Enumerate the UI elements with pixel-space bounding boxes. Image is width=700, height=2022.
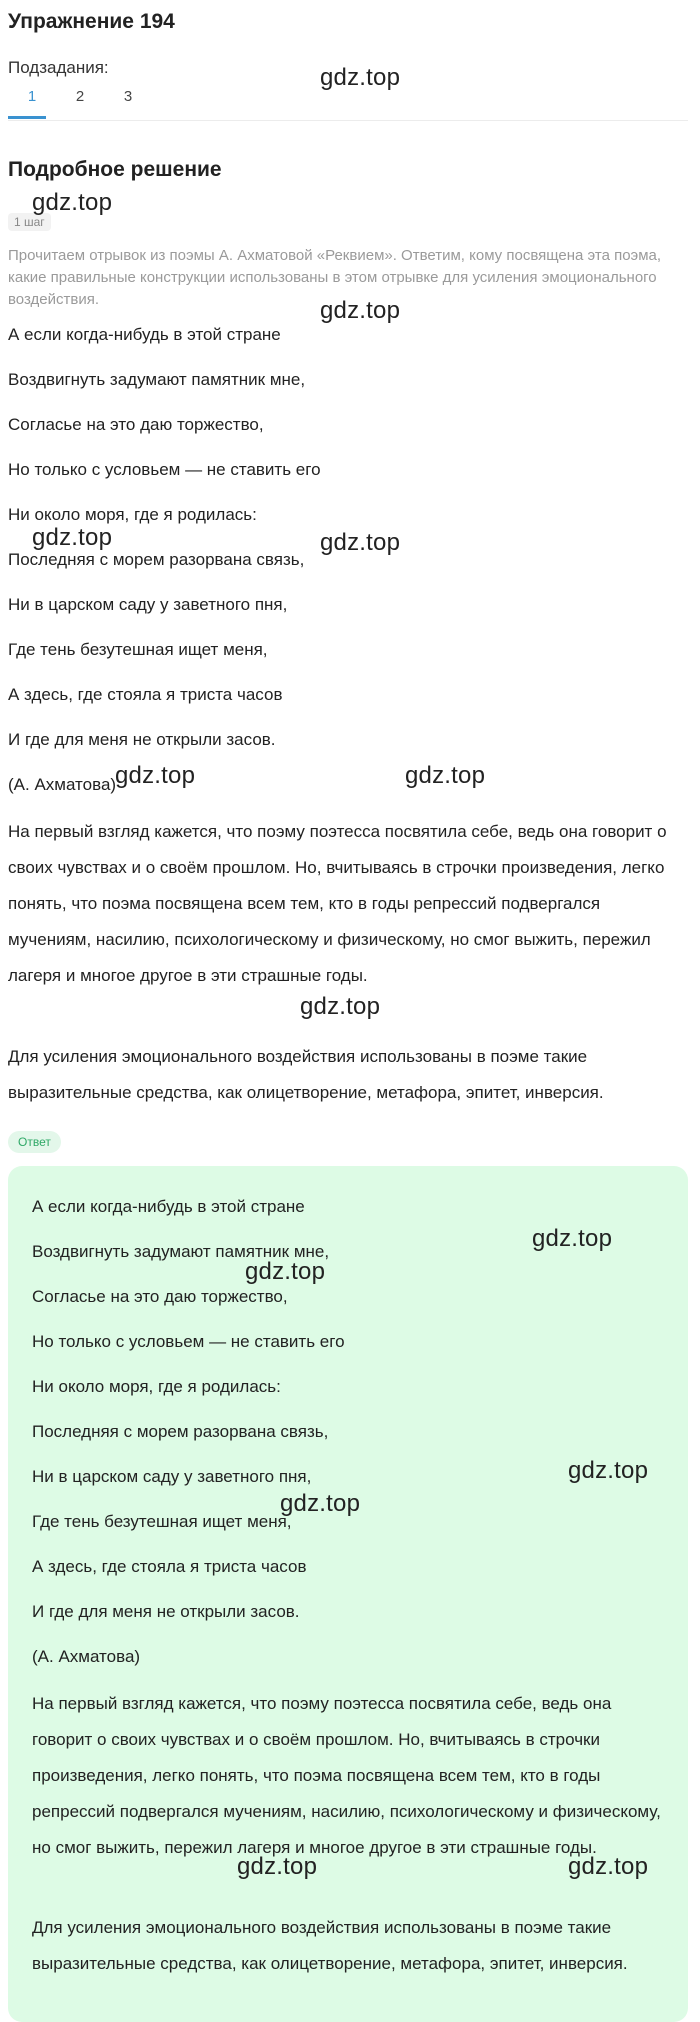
watermark: gdz.top [320,297,401,324]
poem-line: А если когда-нибудь в этой стране [32,1197,305,1216]
poem-line: Воздвигнуть задумают памятник мне, [32,1242,330,1261]
poem-line: А если когда-нибудь в этой стране [8,325,281,344]
watermark: gdz.top [32,524,113,551]
watermark: gdz.top [32,189,113,216]
subtask-tabs [8,88,152,105]
solution-paragraph-2: Для усиления эмоционального воздействия использованы в поэме такие выразительные средства, как олицетворение, метафора, эпитет, инверсия. [8,1047,604,1102]
poem-line: Ни в царском саду у заветного пня, [8,595,288,614]
poem-line: Последняя с морем разорвана связь, [32,1422,329,1441]
watermark: gdz.top [245,1258,326,1285]
subtasks-label: Подзадания: [8,58,109,77]
answer-paragraph-1: На первый взгляд кажется, что поэму поэтесса посвятила себе, ведь она говорит о своих чувствах и о своём прошлом. Но, вчитываясь в строчки произведения, легко понять, что поэма посвящена всем тем, кто в годы репрессий подвергался мучениям, насилию, психологическому и физическому, но смог выжить, пережил лагеря и многое другое в эти страшные годы. [32,1694,661,1857]
poem-line: Ни около моря, где я родилась: [32,1377,281,1396]
poem-line: Где тень безутешная ищет меня, [8,640,268,659]
page-title: Упражнение 194 [8,10,175,33]
poem-line: Где тень безутешная ищет меня, [32,1512,292,1531]
poem-line: Но только с условьем — не ставить его [8,460,321,479]
poem-line: И где для меня не открыли засов. [32,1602,300,1621]
poem-line: Ни около моря, где я родилась: [8,505,257,524]
tab-subtask-2[interactable]: 2 [75,88,85,105]
watermark: gdz.top [115,762,196,789]
watermark: gdz.top [237,1853,318,1880]
poem-line: А здесь, где стояла я триста часов [32,1557,307,1576]
answer-poem [32,1192,672,1687]
solution-poem [8,320,688,815]
watermark: gdz.top [320,64,401,91]
watermark: gdz.top [320,529,401,556]
poem-line: Согласье на это даю торжество, [32,1287,288,1306]
answer-badge: Ответ [8,1131,61,1153]
poem-author: (А. Ахматова) [8,775,117,794]
tab-subtask-1[interactable]: 1 [27,88,37,105]
poem-line: А здесь, где стояла я триста часов [8,685,283,704]
poem-line: И где для меня не открыли засов. [8,730,276,749]
watermark: gdz.top [568,1853,649,1880]
watermark: gdz.top [568,1457,649,1484]
tab-subtask-3[interactable]: 3 [123,88,133,105]
poem-line: Согласье на это даю торжество, [8,415,264,434]
step-badge: 1 шаг [8,213,51,231]
poem-line: Ни в царском саду у заветного пня, [32,1467,312,1486]
poem-line: Воздвигнуть задумают памятник мне, [8,370,306,389]
watermark: gdz.top [405,762,486,789]
solution-intro: Прочитаем отрывок из поэмы А. Ахматовой «Реквием». Ответим, кому посвящена эта поэма, какие правильные конструкции использованы в этом отрывке для усиления эмоционального воздействия. [8,247,662,308]
tabs-divider [8,120,688,121]
poem-line: Но только с условьем — не ставить его [32,1332,345,1351]
poem-author: (А. Ахматова) [32,1647,141,1666]
solution-paragraph-1: На первый взгляд кажется, что поэму поэтесса посвятила себе, ведь она говорит о своих чувствах и о своём прошлом. Но, вчитываясь в строчки произведения, легко понять, что поэма посвящена всем тем, кто в годы репрессий подвергался мучениям, насилию, психологическому и физическому, но смог выжить, пережил лагеря и многое другое в эти страшные годы. [8,822,667,985]
answer-paragraph-2: Для усиления эмоционального воздействия использованы в поэме такие выразительные средства, как олицетворение, метафора, эпитет, инверсия. [32,1918,628,1973]
watermark: gdz.top [300,993,381,1020]
solution-title: Подробное решение [8,158,222,181]
watermark: gdz.top [280,1490,361,1517]
watermark: gdz.top [532,1225,613,1252]
poem-line: Последняя с морем разорвана связь, [8,550,305,569]
active-tab-indicator [8,116,46,119]
